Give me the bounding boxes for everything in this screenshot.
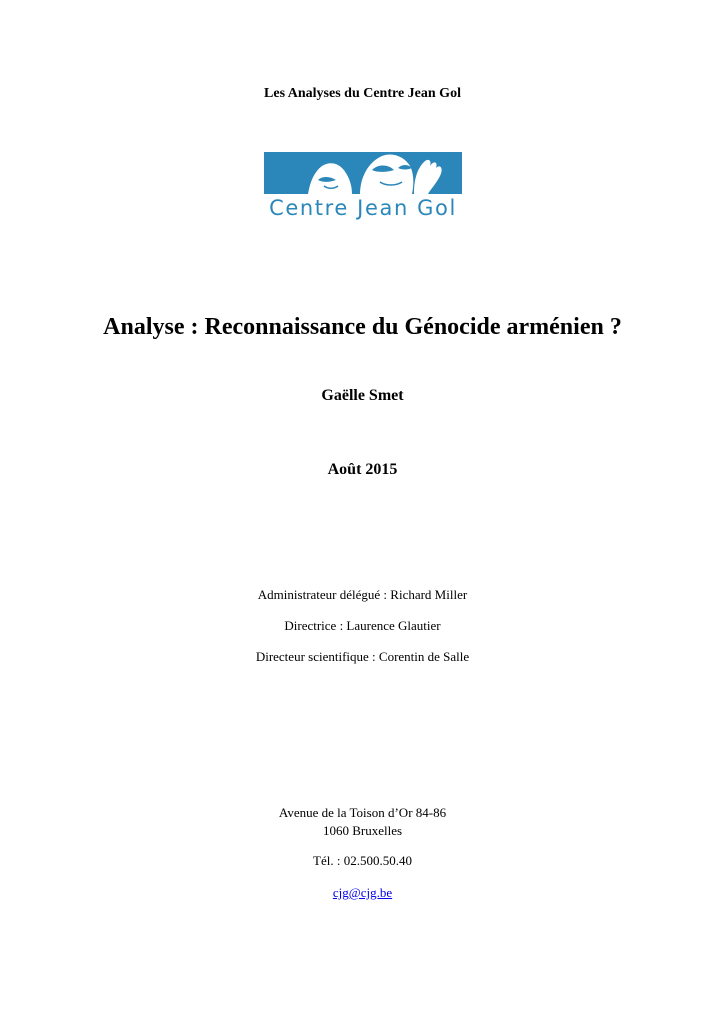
address-street: Avenue de la Toison d’Or 84-86 (278, 805, 447, 820)
author-name: Gaëlle Smet (321, 387, 404, 404)
contact-phone: Tél. : 02.500.50.40 (313, 853, 412, 868)
logo-text: Centre Jean Gol (269, 196, 457, 220)
publication-date: Août 2015 (327, 461, 398, 478)
series-title: Les Analyses du Centre Jean Gol (264, 86, 461, 101)
address-city: 1060 Bruxelles (322, 823, 403, 838)
staff-administrator: Administrateur délégué : Richard Miller (257, 587, 468, 602)
contact-email-link[interactable]: cjg@cjg.be (332, 885, 393, 900)
staff-scientific-director: Directeur scientifique : Corentin de Salle (255, 649, 470, 664)
centre-jean-gol-logo (264, 152, 462, 222)
portrait-banner-logo-icon (264, 152, 462, 194)
contact-email-line (0, 885, 725, 901)
staff-director: Directrice : Laurence Glautier (284, 618, 441, 633)
page-title: Analyse : Reconnaissance du Génocide arménien ? (103, 314, 622, 340)
